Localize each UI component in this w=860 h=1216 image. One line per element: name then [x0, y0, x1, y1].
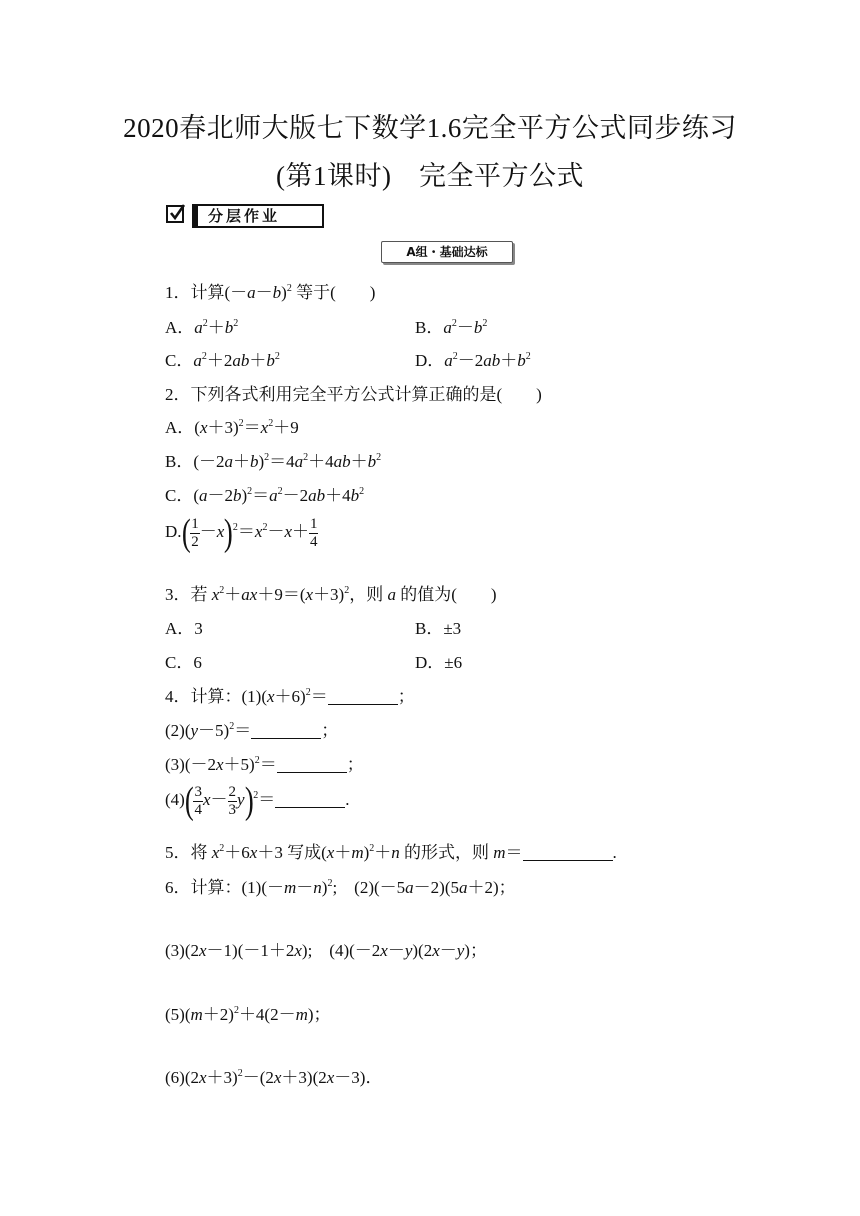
page-subtitle: (第1课时) 完全平方公式	[276, 161, 584, 191]
question-1-option-d: D．$a^2-2ab+b^2$	[415, 351, 531, 370]
page-title: 2020春北师大版七下数学1.6完全平方公式同步练习	[123, 113, 737, 143]
question-6-part-6: $(6)(2x+3)^2-(2x+3)(2x-3)$．	[165, 1068, 383, 1087]
question-1-option-a: A．$a^2+b^2$	[165, 318, 239, 337]
question-4-part-3: $(3)(-2x+5)^2=$ ；	[165, 755, 364, 774]
question-2-option-c: C．$(a-2b)^2=a^2-2ab+4b^2$	[165, 486, 365, 505]
question-5: 5．将 $x^2+6x+3$ 写成$(x+m)^2+n$ 的形式，则 m＝ .	[165, 843, 617, 862]
question-4-part-1: 4．计算：$(1)(x+6)^2=$ ；	[165, 687, 415, 706]
group-badge: A组・基础达标	[381, 241, 513, 263]
question-6-part-3-4: (3)(2x－1)(－1＋2x); (4)(－2x－y)(2x－y)；	[165, 941, 487, 960]
question-2-option-b: B．$(-2a+b)^2=4a^2+4ab+b^2$	[165, 452, 382, 471]
checkbox-icon	[166, 205, 184, 223]
question-3-option-a: A．3	[165, 619, 203, 638]
question-2-option-d: D.( $\frac{1}{2}$ $-x)^2=x^2-x+$ $\frac{1}{4}$	[165, 512, 318, 554]
question-6-part-1-2: 6．计算：$(1)(-m-n)^2$; (2)(－5a－2)(5a＋2)；	[165, 878, 516, 897]
question-2-option-a: A．$(x+3)^2=x^2+9$	[165, 418, 299, 437]
question-3-option-c: C．6	[165, 653, 202, 672]
question-2: 2．下列各式利用完全平方公式计算正确的是( )	[165, 385, 542, 404]
question-1-option-b: B．$a^2-b^2$	[415, 318, 488, 337]
question-3-option-d: D．±6	[415, 653, 463, 672]
question-1-option-c: C．$a^2+2ab+b^2$	[165, 351, 280, 370]
question-3: 3．若 $x^2+ax+9=(x+3)^2$，则 a 的值为( )	[165, 585, 497, 604]
question-4-part-4: (4)( $\frac{3}{4}$ x－ $\frac{2}{3}$ y)$^2$＝ .	[165, 780, 350, 822]
question-1: 1．计算$(-a-b)^2$ 等于( )	[165, 283, 376, 302]
question-3-option-b: B．±3	[415, 619, 462, 638]
section-header-label: 分层作业	[192, 204, 324, 228]
question-4-part-2: $(2)(y-5)^2=$ ；	[165, 721, 339, 740]
question-6-part-5: $(5)(m+2)^2+4(2-m)$；	[165, 1005, 331, 1024]
